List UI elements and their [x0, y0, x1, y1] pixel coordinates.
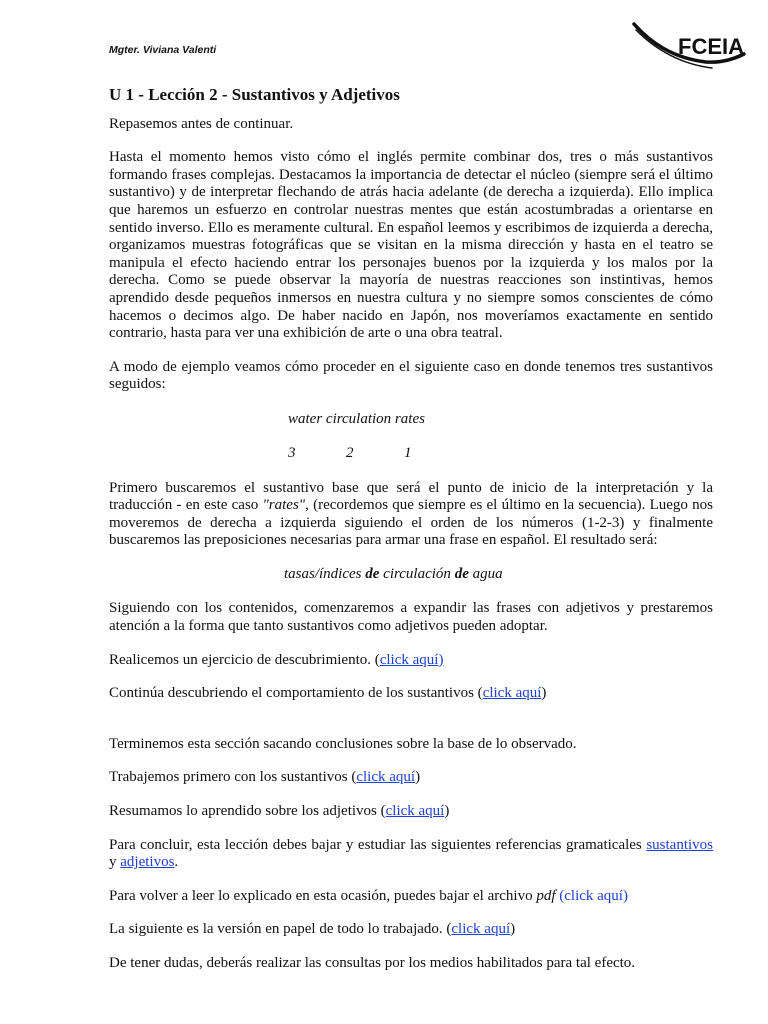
document-body: [109, 86, 713, 989]
example-numbers: [109, 445, 713, 463]
example-phrase: water circulation rates: [288, 410, 425, 427]
paragraph-context: Hasta el momento hemos visto cómo el inglés permite combinar dos, tres o más sustantivos formando frases complejas. Destacamos la importancia de detectar el núcleo (siempre será el último sustantivo) y de interpretar flechando de atrás hacia adelante (de derecha a izquierda). Ello implica que haremos un esfuerzo en controlar nuestras mentes que están acostumbradas a orientarse en sentido inverso. Ello es meramente cultural. En español leemos y escribimos de izquierda a derecha, organizamos muestras fotográficas que se visitan en la misma dirección y hasta en el teatro se manipula el efecto haciendo entrar los personajes buenos por la izquierda y los malos por la derecha. Como se puede observar la mayoría de nuestras reacciones son instintivas, hemos aprendido desde pequeños inmersos en nuestra cultura y no siempre somos conscientes de cómo hacemos o decimos algo. De haber nacido en Japón, nos moveríamos exactamente en sentido contrario, hasta para ver una exhibición de arte o una obra teatral.: [109, 149, 713, 342]
nouns-behavior-link[interactable]: click aquí: [482, 685, 542, 702]
lesson-title: U 1 - Lección 2 - Sustantivos y Adjetivos: [109, 85, 400, 104]
sustantivos-reference-link[interactable]: sustantivos: [646, 836, 713, 853]
adjetivos-reference-link[interactable]: adjetivos: [120, 854, 175, 871]
paragraph-intro: Repasemos antes de continuar.: [109, 115, 294, 132]
number-2: 2: [346, 444, 354, 461]
nouns-link[interactable]: click aquí: [356, 769, 416, 786]
number-3: 3: [288, 444, 296, 461]
adjectives-summary-link[interactable]: click aquí: [385, 803, 445, 820]
paragraph-procedure: Primero buscaremos el sustantivo base que será el punto de inicio de la interpretación y la traducción - en este caso "rates", (recordemos que siempre es el último en la secuencia). Luego nos moveremos de derecha a izquierda siguiendo el orden de los números (1-2-3) y finalmente buscaremos las preposiciones necesarias para armar una frase en español. El resultado será:: [109, 479, 713, 549]
paragraph-references: Para concluir, esta lección debes bajar y estudiar las siguientes referencias gramaticales sustantivos y adjetivos.: [109, 836, 713, 871]
author-name: Mgter. Viviana Valenti: [109, 44, 217, 56]
paragraph-nouns: Trabajemos primero con los sustantivos (click aquí): [109, 769, 421, 786]
paper-version-link[interactable]: click aquí: [451, 921, 511, 938]
paragraph-paper-version: La siguiente es la versión en papel de todo lo trabajado. (click aquí): [109, 921, 516, 938]
number-1: 1: [404, 444, 412, 461]
paragraph-adjectives: Resumamos lo aprendido sobre los adjetivos (click aquí): [109, 803, 450, 820]
paragraph-conclusions: Terminemos esta sección sacando conclusiones sobre la base de lo observado.: [109, 735, 577, 752]
paragraph-expand: Siguiendo con los contenidos, comenzaremos a expandir las frases con adjetivos y prestaremos atención a la forma que tanto sustantivos como adjetivos pueden adoptar.: [109, 600, 713, 635]
quoted-rates: "rates",: [262, 497, 309, 514]
translation-result: tasas/índices de circulación de agua: [284, 565, 503, 582]
logo-text: FCEIA: [678, 34, 744, 59]
paragraph-continue: Continúa descubriendo el comportamiento de los sustantivos (click aquí): [109, 685, 547, 702]
exercise-link[interactable]: click aquí): [379, 651, 444, 668]
paragraph-example-intro: A modo de ejemplo veamos cómo proceder en el siguiente caso en donde tenemos tres sustantivos seguidos:: [109, 358, 713, 393]
paragraph-questions: De tener dudas, deberás realizar las consultas por los medios habilitados para tal efecto.: [109, 955, 636, 971]
pdf-download-link[interactable]: (click aquí): [559, 887, 628, 904]
fceia-logo: [628, 20, 748, 76]
paragraph-pdf: Para volver a leer lo explicado en esta ocasión, puedes bajar el archivo pdf (click aquí): [109, 887, 628, 904]
paragraph-exercise: Realicemos un ejercicio de descubrimiento. (click aquí): [109, 651, 444, 668]
